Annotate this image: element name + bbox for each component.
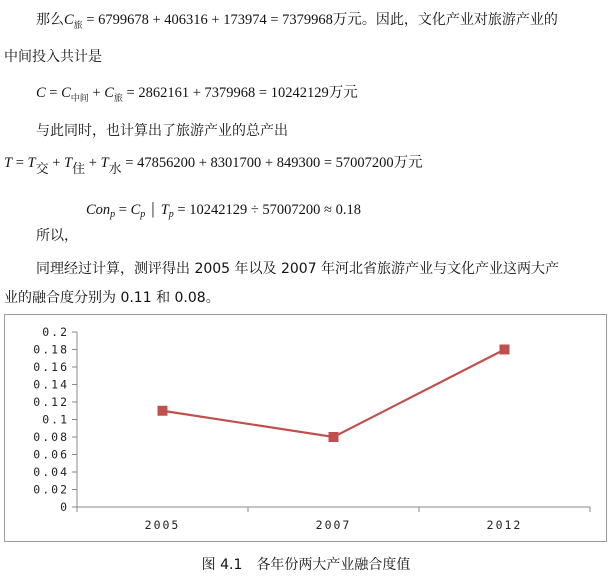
eq-sign-2: =: [12, 155, 28, 171]
symbol-t-jiao: T: [27, 155, 36, 171]
symbol-t-shui: T: [100, 155, 109, 171]
text-line-7: [36, 226, 78, 246]
data-point-marker: [158, 406, 168, 416]
subscript-lodging: 住: [72, 162, 86, 177]
subscript-p-1: p: [110, 209, 116, 220]
y-tick-label: 0.2: [42, 325, 69, 339]
equation-line-5: [4, 153, 423, 180]
y-tick-label: 0.04: [33, 465, 69, 479]
y-tick-label: 0.14: [33, 377, 69, 392]
y-tick-label: 0.18: [33, 342, 69, 357]
caption-text: 图 4.1 各年份两大产业融合度值: [201, 557, 411, 573]
equation-line-6: [86, 199, 361, 225]
symbol-c-tourism-2: C: [104, 85, 114, 101]
line2-text: 中间投入共计是: [4, 49, 102, 65]
line1-prefix: 那么: [36, 12, 64, 28]
y-tick-label: 0.06: [33, 447, 69, 462]
symbol-t-p: T: [160, 202, 169, 218]
equation-line-3: [36, 83, 358, 109]
chart-frame: [4, 314, 607, 542]
plus-sign-2: +: [48, 155, 65, 171]
line7-text: 所以，: [36, 228, 78, 244]
equation-6: = 10242129 ÷ 57007200 ≈ 0.18: [173, 202, 361, 218]
line9-text: 业的融合度分别为 0.11 和 0.08。: [4, 290, 220, 306]
series-line: [163, 350, 505, 438]
plus-sign-1: +: [88, 85, 105, 101]
line1-suffix: 。因此，文化产业对旅游产业的: [361, 12, 558, 28]
line-chart: [5, 315, 608, 543]
eq-sign-1: =: [45, 85, 62, 101]
text-line-2: [4, 47, 102, 67]
subscript-tourism-2: 旅: [113, 94, 123, 104]
text-line-4: [36, 121, 288, 141]
symbol-t-zhu: T: [64, 155, 73, 171]
text-line-8: [36, 259, 559, 279]
symbol-t: T: [4, 155, 13, 171]
symbol-con: Con: [86, 202, 111, 218]
subscript-intermediate: 中间: [70, 94, 89, 104]
x-tick-label: 2005: [144, 518, 181, 532]
y-tick-label: 0: [60, 500, 69, 514]
y-tick-label: 0.1: [42, 412, 69, 427]
symbol-c-mid: C: [61, 85, 71, 101]
equation-3: = 2862161 + 7379968 = 10242129万元: [122, 85, 358, 101]
symbol-c-tourism: C: [64, 12, 74, 28]
text-line-9: [4, 288, 220, 308]
eq-sign-3: =: [115, 202, 131, 218]
y-tick-label: 0.02: [33, 482, 69, 497]
x-tick-label: 2007: [315, 518, 352, 532]
data-point-marker: [500, 345, 510, 355]
equation-1: = 6799678 + 406316 + 173974 = 7379968万元: [82, 12, 362, 28]
subscript-p-3: p: [168, 209, 174, 220]
data-point-marker: [329, 432, 339, 442]
x-tick-label: 2012: [486, 518, 523, 532]
text-line-1: [36, 10, 558, 36]
equation-5: = 47856200 + 8301700 + 849300 = 57007200万元: [121, 155, 423, 171]
y-tick-label: 0.16: [33, 360, 69, 374]
division-bar: |: [151, 199, 155, 218]
y-tick-label: 0.08: [33, 430, 69, 444]
y-tick-label: 0.12: [33, 395, 69, 409]
plus-sign-3: +: [85, 155, 101, 171]
symbol-c-p: C: [130, 202, 141, 218]
subscript-tourism: 旅: [73, 21, 83, 31]
line4-text: 与此同时，也计算出了旅游产业的总产出: [36, 123, 288, 139]
subscript-p-2: p: [140, 209, 146, 220]
symbol-c: C: [36, 85, 46, 101]
figure-caption: [0, 554, 612, 574]
subscript-water: 水: [108, 162, 122, 177]
line8-text: 同理经过计算，测评得出 2005 年以及 2007 年河北省旅游产业与文化产业这两大产: [36, 261, 560, 277]
subscript-transport: 交: [35, 162, 49, 177]
